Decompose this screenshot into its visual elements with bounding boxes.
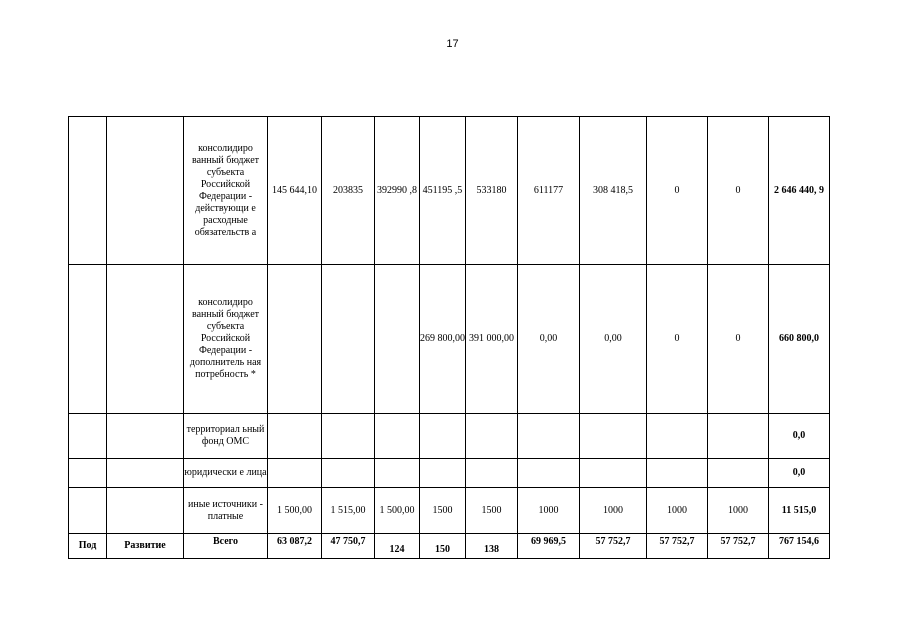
- grand-total-cell: 767 154,6: [769, 534, 830, 559]
- name-cell: [107, 265, 184, 414]
- total-row-name: Развитие: [107, 534, 184, 559]
- value-cell: 203835: [322, 117, 375, 265]
- funding-source-cell: консолидиро ванный бюджет субъекта Российской Федерации - действующи е расходные обязательств а: [184, 117, 268, 265]
- budget-table: [68, 116, 830, 559]
- value-cell: [375, 414, 420, 459]
- value-cell: 308 418,5: [580, 117, 647, 265]
- value-cell: [420, 459, 466, 488]
- value-cell: 0: [708, 265, 769, 414]
- total-row: [69, 534, 830, 559]
- value-cell: 391 000,00: [466, 265, 518, 414]
- total-value-cell: 57 752,7: [580, 534, 647, 559]
- name-cell: [107, 414, 184, 459]
- value-cell: 1 500,00: [268, 488, 322, 534]
- funding-source-cell: территориал ьный фонд ОМС: [184, 414, 268, 459]
- value-cell: 0: [647, 117, 708, 265]
- total-value-cell: 0,0: [769, 459, 830, 488]
- value-cell: [420, 414, 466, 459]
- value-cell: 0,00: [518, 265, 580, 414]
- funding-source-cell: консолидиро ванный бюджет субъекта Российской Федерации - дополнитель ная потребность *: [184, 265, 268, 414]
- value-cell: [647, 459, 708, 488]
- value-cell: 1 500,00: [375, 488, 420, 534]
- name-cell: [107, 459, 184, 488]
- total-value-cell: 47 750,7: [322, 534, 375, 559]
- value-cell: 269 800,00: [420, 265, 466, 414]
- total-row-label: Всего: [184, 534, 268, 559]
- funding-source-cell: иные источники - платные: [184, 488, 268, 534]
- value-cell: 533180: [466, 117, 518, 265]
- code-cell: [69, 265, 107, 414]
- value-cell: [322, 414, 375, 459]
- total-value-cell: 11 515,0: [769, 488, 830, 534]
- code-cell: [69, 117, 107, 265]
- value-cell: 145 644,10: [268, 117, 322, 265]
- code-cell: [69, 459, 107, 488]
- total-value-cell: 0,0: [769, 414, 830, 459]
- total-value-cell: 57 752,7: [708, 534, 769, 559]
- value-cell: 0: [647, 265, 708, 414]
- table-row: [69, 414, 830, 459]
- value-cell: [268, 414, 322, 459]
- value-cell: [268, 265, 322, 414]
- value-cell: 1500: [466, 488, 518, 534]
- value-cell: [580, 459, 647, 488]
- name-cell: [107, 117, 184, 265]
- value-cell: [518, 414, 580, 459]
- code-cell: [69, 488, 107, 534]
- total-value-cell: 2 646 440, 9: [769, 117, 830, 265]
- value-cell: 451195 ,5: [420, 117, 466, 265]
- value-cell: 1000: [580, 488, 647, 534]
- value-cell: 392990 ,8: [375, 117, 420, 265]
- total-row-code: Под: [69, 534, 107, 559]
- value-cell: [466, 459, 518, 488]
- value-cell: [580, 414, 647, 459]
- value-cell: [518, 459, 580, 488]
- value-cell: 0,00: [580, 265, 647, 414]
- code-cell: [69, 414, 107, 459]
- table-row: [69, 265, 830, 414]
- total-value-cell: 63 087,2: [268, 534, 322, 559]
- value-cell: [322, 265, 375, 414]
- table-row: [69, 117, 830, 265]
- value-cell: [708, 414, 769, 459]
- total-value-cell: 150: [420, 534, 466, 559]
- value-cell: 611177: [518, 117, 580, 265]
- funding-source-cell: юридически е лица: [184, 459, 268, 488]
- total-value-cell: 660 800,0: [769, 265, 830, 414]
- value-cell: [322, 459, 375, 488]
- name-cell: [107, 488, 184, 534]
- value-cell: 1000: [708, 488, 769, 534]
- value-cell: 1000: [647, 488, 708, 534]
- table-row: [69, 459, 830, 488]
- value-cell: [268, 459, 322, 488]
- total-value-cell: 69 969,5: [518, 534, 580, 559]
- page-number: 17: [446, 38, 459, 50]
- total-value-cell: 57 752,7: [647, 534, 708, 559]
- value-cell: 0: [708, 117, 769, 265]
- value-cell: [647, 414, 708, 459]
- total-value-cell: 138: [466, 534, 518, 559]
- value-cell: [466, 414, 518, 459]
- value-cell: 1000: [518, 488, 580, 534]
- value-cell: [375, 265, 420, 414]
- value-cell: 1500: [420, 488, 466, 534]
- value-cell: [708, 459, 769, 488]
- table-row: [69, 488, 830, 534]
- value-cell: [375, 459, 420, 488]
- value-cell: 1 515,00: [322, 488, 375, 534]
- total-value-cell: 124: [375, 534, 420, 559]
